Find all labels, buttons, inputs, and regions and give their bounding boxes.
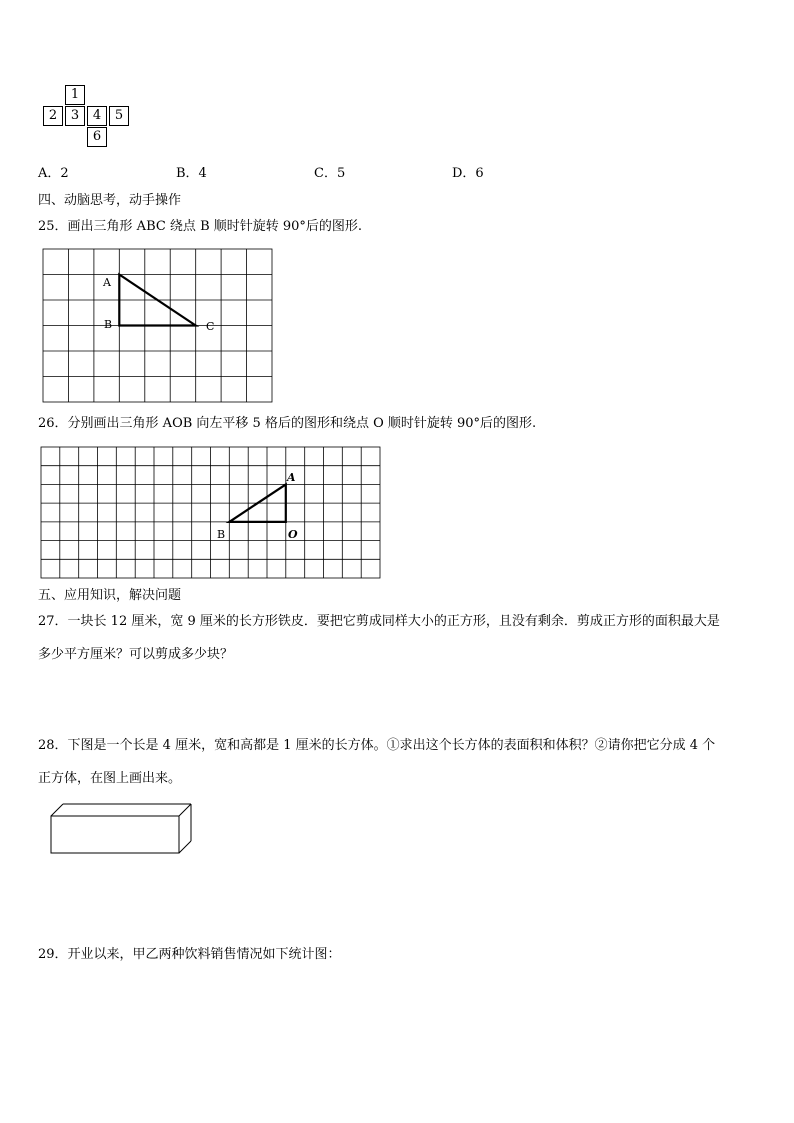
q25-label-b: B	[104, 318, 113, 331]
q26-label-b: B	[217, 528, 226, 541]
section-5-title: 五、应用知识，解决问题	[38, 588, 182, 603]
question-29-text: 29．开业以来，甲乙两种饮料销售情况如下统计图：	[38, 947, 341, 962]
question-28-line-2: 正方体，在图上画出来。	[38, 771, 182, 786]
q26-grid-figure	[40, 446, 382, 580]
question-28-line-1: 28．下图是一个长是 4 厘米，宽和高都是 1 厘米的长方体。①求出这个长方体的表面积和体积？②请你把它分成 4 个	[38, 738, 716, 753]
choice-d: D．6	[452, 166, 484, 181]
question-26-text: 26．分别画出三角形 AOB 向左平移 5 格后的图形和绕点 O 顺时针旋转 90°后的图形.	[38, 416, 537, 431]
q25-label-c: C	[206, 320, 215, 333]
cube-net-cell-3: 3	[65, 106, 85, 126]
cube-net-cell-2: 2	[43, 106, 63, 126]
section-4-title: 四、动脑思考，动手操作	[38, 193, 182, 208]
cube-net-cell-5: 5	[109, 106, 129, 126]
cuboid-figure	[48, 800, 194, 856]
cube-net-cell-4: 4	[87, 106, 107, 126]
q25-label-a: A	[103, 276, 111, 289]
q26-label-a: A	[287, 471, 296, 484]
choice-b: B．4	[176, 166, 207, 181]
q26-label-o: O	[288, 528, 298, 541]
cube-net-cell-6: 6	[87, 127, 107, 147]
cube-net-cell-1: 1	[65, 85, 85, 105]
question-27-line-1: 27．一块长 12 厘米，宽 9 厘米的长方形铁皮．要把它剪成同样大小的正方形，且没有剩余．剪成正方形的面积最大是	[38, 614, 720, 629]
choice-a: A．2	[38, 166, 69, 181]
q25-grid-figure	[42, 248, 274, 404]
question-27-line-2: 多少平方厘米？可以剪成多少块？	[38, 647, 234, 662]
choice-c: C．5	[314, 166, 346, 181]
question-25-text: 25．画出三角形 ABC 绕点 B 顺时针旋转 90°后的图形.	[38, 219, 363, 234]
